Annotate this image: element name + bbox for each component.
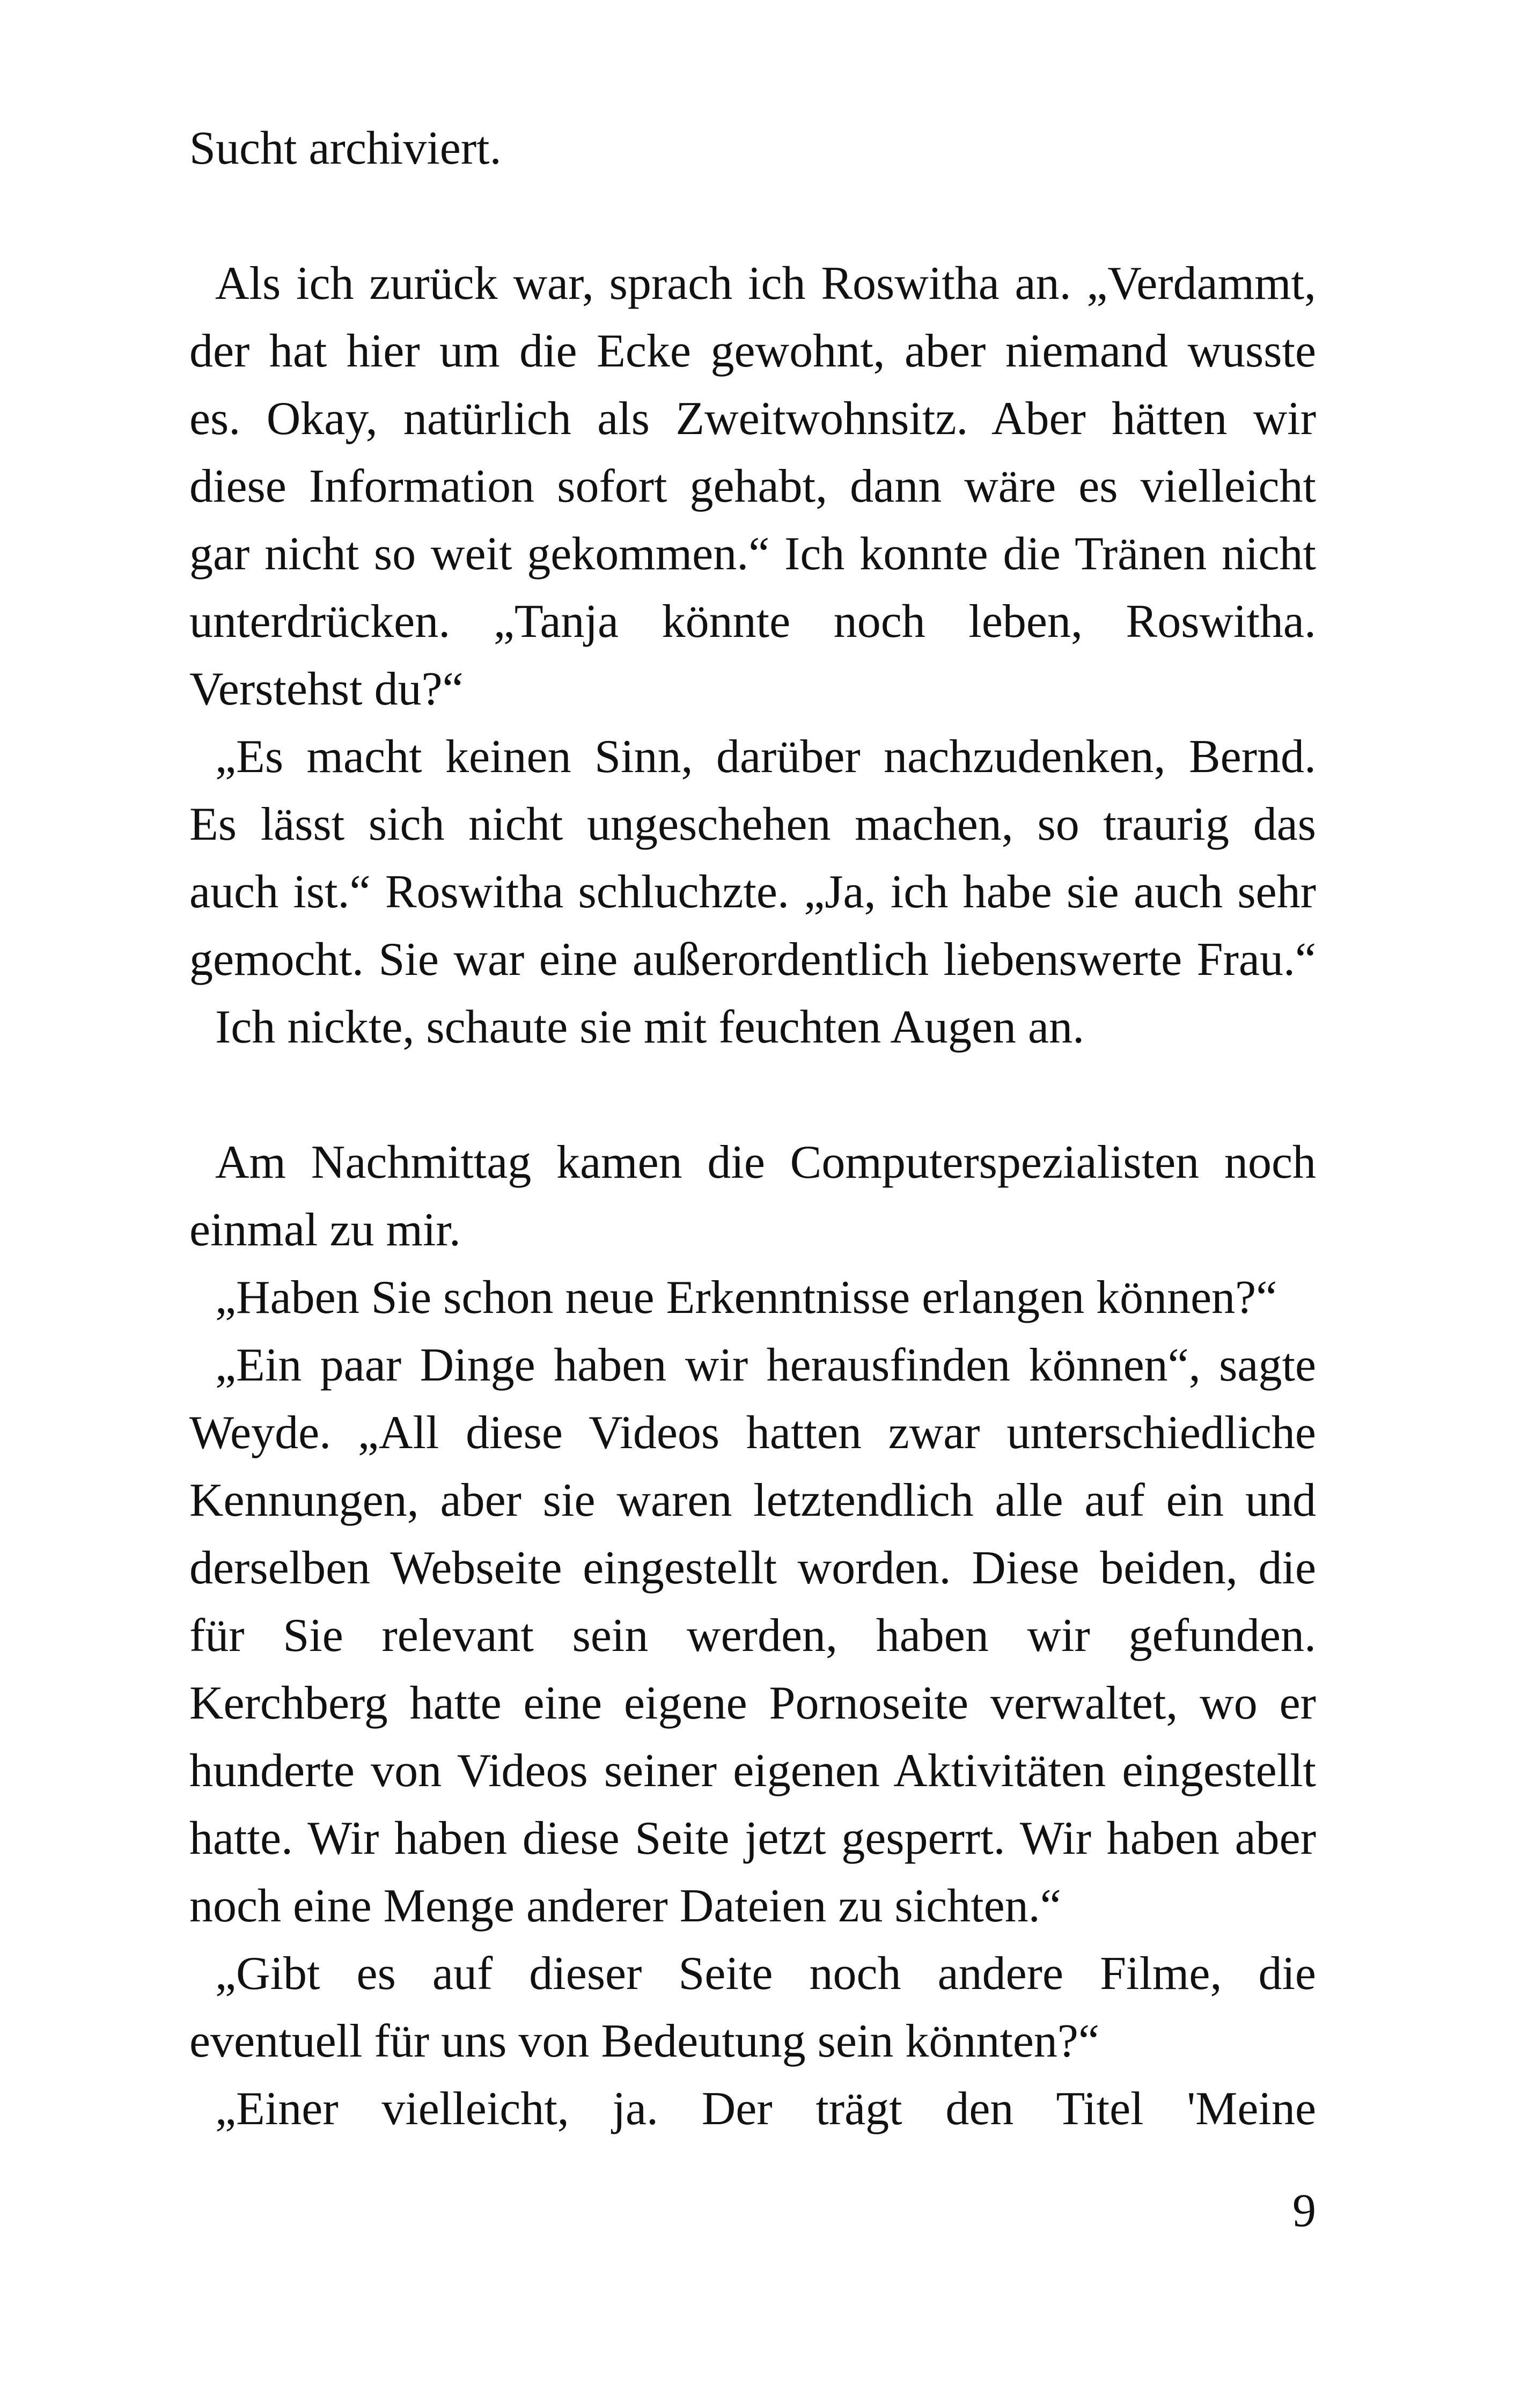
text-line: Am Nachmittag kamen die Computerspezialisten noch [215, 1136, 1316, 1188]
page-number: 9 [1292, 2185, 1316, 2237]
paragraph [189, 1332, 1316, 1940]
text-line: gar nicht so weit gekommen.“ Ich konnte die Tränen nicht [189, 528, 1316, 580]
paragraph-gap [189, 182, 1316, 250]
text-line: gemocht. Sie war eine außerordentlich liebenswerte Frau.“ [189, 934, 1316, 986]
text-line: „Ein paar Dinge haben wir herausfinden können“, sagte [215, 1339, 1316, 1391]
text-line: „Gibt es auf dieser Seite noch andere Filme, die [215, 1948, 1316, 2000]
text-line: derselben Webseite eingestellt worden. Diese beiden, die [189, 1542, 1316, 1594]
text-line: noch eine Menge anderer Dateien zu sichten.“ [189, 1880, 1061, 1932]
text-line: Kennungen, aber sie waren letztendlich alle auf ein und [189, 1474, 1316, 1526]
paragraph [189, 1940, 1316, 2075]
text-line: Weyde. „All diese Videos hatten zwar unterschiedliche [189, 1407, 1316, 1459]
text-line: es. Okay, natürlich als Zweitwohnsitz. Aber hätten wir [189, 393, 1316, 445]
text-line: Kerchberg hatte eine eigene Pornoseite verwaltet, wo er [189, 1677, 1316, 1729]
text-line: für Sie relevant sein werden, haben wir gefunden. [189, 1610, 1316, 1662]
text-line: „Haben Sie schon neue Erkenntnisse erlangen können?“ [215, 1272, 1277, 1324]
paragraph-gap [189, 1061, 1316, 1129]
text-line: einmal zu mir. [189, 1204, 461, 1256]
text-line: Verstehst du?“ [189, 663, 464, 715]
text-line: Als ich zurück war, sprach ich Roswitha an. „Verdammt, [215, 258, 1316, 310]
text-line: Es lässt sich nicht ungeschehen machen, so traurig das [189, 798, 1316, 850]
text-line: diese Information sofort gehabt, dann wäre es vielleicht [189, 460, 1316, 512]
text-line: hunderte von Videos seiner eigenen Aktivitäten eingestellt [189, 1745, 1316, 1797]
text-line: „Es macht keinen Sinn, darüber nachzudenken, Bernd. [215, 731, 1316, 783]
paragraph [189, 2075, 1316, 2143]
text-line: hatte. Wir haben diese Seite jetzt gesperrt. Wir haben aber [189, 1812, 1316, 1864]
text-line: eventuell für uns von Bedeutung sein könnten?“ [189, 2015, 1100, 2067]
text-line: der hat hier um die Ecke gewohnt, aber niemand wusste [189, 325, 1316, 377]
page-body [189, 115, 1316, 2143]
paragraph [189, 115, 1316, 182]
text-line: Sucht archiviert. [189, 122, 502, 174]
text-line: Ich nickte, schaute sie mit feuchten Augen an. [215, 1001, 1085, 1053]
text-line: auch ist.“ Roswitha schluchzte. „Ja, ich habe sie auch sehr [189, 866, 1316, 918]
paragraph [189, 250, 1316, 723]
paragraph [189, 1264, 1316, 1332]
paragraph [189, 1129, 1316, 1264]
paragraph [189, 994, 1316, 1061]
text-line: unterdrücken. „Tanja könnte noch leben, Roswitha. [189, 596, 1316, 648]
text-line: „Einer vielleicht, ja. Der trägt den Titel 'Meine [215, 2083, 1316, 2135]
paragraph [189, 723, 1316, 994]
